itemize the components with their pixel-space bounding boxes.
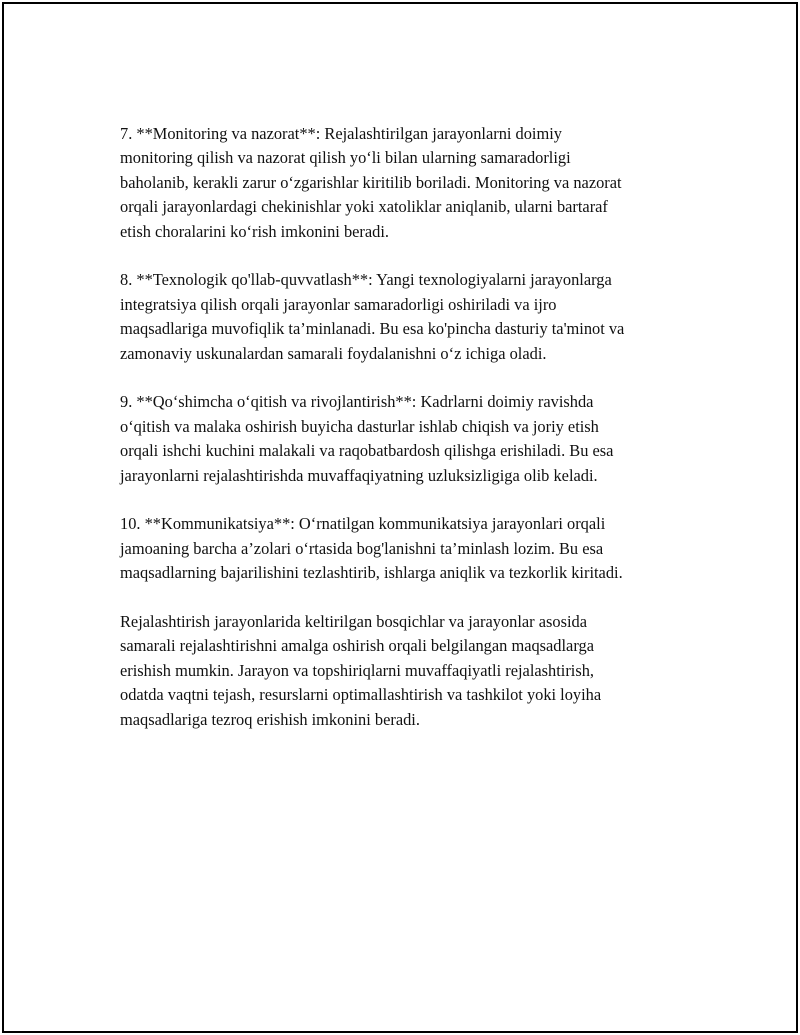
paragraph-monitoring	[120, 122, 710, 244]
text-line: etish choralarini ko‘rish imkonini beradi.	[120, 221, 390, 241]
text-line: 9. **Qo‘shimcha o‘qitish va rivojlantirish**: Kadrlarni doimiy ravishda	[120, 392, 594, 412]
text-line: 7. **Monitoring va nazorat**: Rejalashtirilgan jarayonlarni doimiy	[120, 124, 562, 143]
text-line: jamoaning barcha a’zolari o‘rtasida bog'lanishni ta’minlash lozim. Bu esa	[120, 538, 604, 558]
text-line: maqsadlariga tezroq erishish imkonini beradi.	[120, 709, 420, 729]
text-line: maqsadlariga muvofiqlik ta’minlanadi. Bu esa ko'pincha dasturiy ta'minot va	[120, 319, 625, 339]
text-line: zamonaviy uskunalardan samarali foydalanishni o‘z ichiga oladi.	[120, 343, 547, 363]
paragraph-training	[120, 390, 710, 488]
text-line: baholanib, kerakli zarur o‘zgarishlar kiritilib boriladi. Monitoring va nazorat	[120, 172, 622, 192]
paragraph-technology-support	[120, 268, 710, 366]
text-line: samarali rejalashtirishni amalga oshirish orqali belgilangan maqsadlarga	[120, 636, 594, 656]
text-line: Rejalashtirish jarayonlarida keltirilgan bosqichlar va jarayonlar asosida	[120, 612, 587, 632]
document-page	[2, 2, 798, 1033]
paragraph-conclusion	[120, 610, 710, 732]
text-line: o‘qitish va malaka oshirish buyicha dasturlar ishlab chiqish va joriy etish	[120, 416, 599, 436]
text-line: jarayonlarni rejalashtirishda muvaffaqiyatning uzluksizligiga olib keladi.	[120, 465, 598, 485]
paragraph-communication	[120, 512, 710, 585]
text-line: monitoring qilish va nazorat qilish yo‘li bilan ularning samaradorligi	[120, 148, 571, 168]
text-line: maqsadlarning bajarilishini tezlashtirib, ishlarga aniqlik va tezkorlik kiritadi.	[120, 563, 623, 583]
text-line: orqali ishchi kuchini malakali va raqobatbardosh qilishga erishiladi. Bu esa	[120, 441, 614, 461]
text-line: odatda vaqtni tejash, resurslarni optimallashtirish va tashkilot yoki loyiha	[120, 685, 602, 705]
text-line: integratsiya qilish orqali jarayonlar samaradorligi oshiriladi va ijro	[120, 294, 557, 314]
text-line: 8. **Texnologik qo'llab-quvvatlash**: Yangi texnologiyalarni jarayonlarga	[120, 270, 612, 290]
text-line: erishish mumkin. Jarayon va topshiriqlarni muvaffaqiyatli rejalashtirish,	[120, 660, 595, 680]
text-line: 10. **Kommunikatsiya**: O‘rnatilgan kommunikatsiya jarayonlari orqali	[120, 514, 606, 534]
text-line: orqali jarayonlardagi chekinishlar yoki xatoliklar aniqlanib, ularni bartaraf	[120, 197, 608, 217]
document-body	[120, 122, 710, 756]
